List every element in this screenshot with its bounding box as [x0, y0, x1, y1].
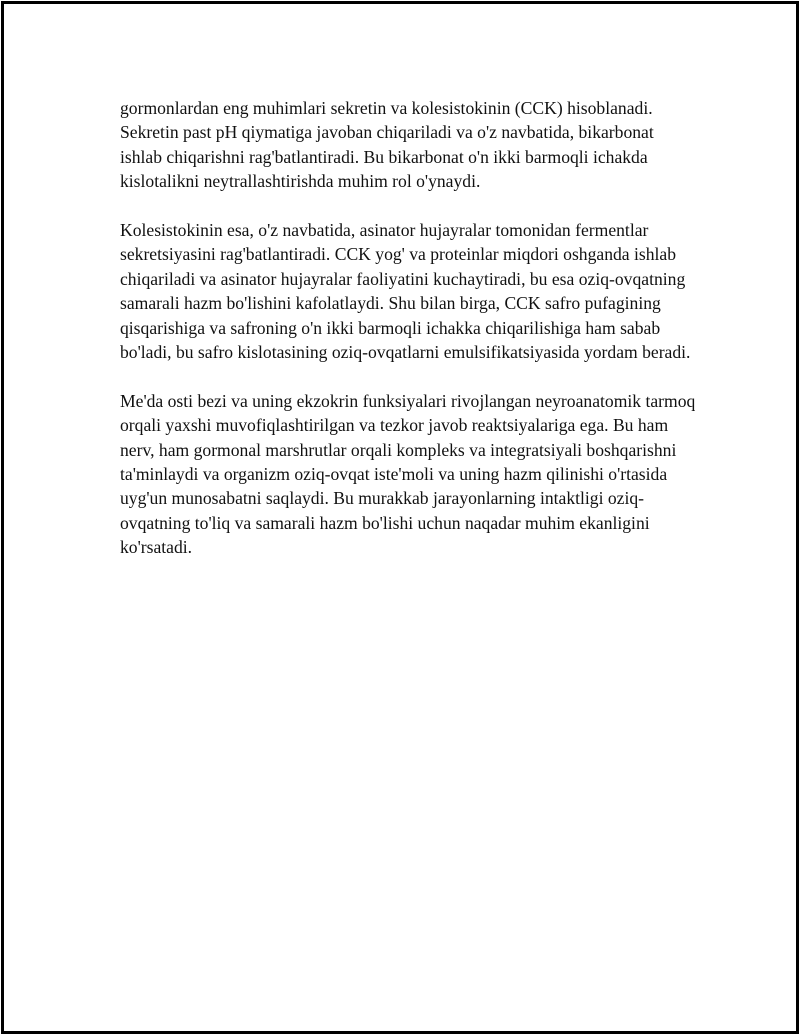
paragraph-3: Me'da osti bezi va uning ekzokrin funksiyalari rivojlangan neyroanatomik tarmoq orqali yaxshi muvofiqlashtirilgan va tezkor javob reaktsiyalariga ega. Bu ham nerv, ham gormonal marshrutlar orqali kompleks va integratsiyali boshqarishni ta'minlaydi va organizm oziq-ovqat iste'moli va uning hazm qilinishi o'rtasida uyg'un munosabatni saqlaydi. Bu murakkab jarayonlarning intaktligi oziq-ovqatning to'liq va samarali hazm bo'lishi uchun naqadar muhim ekanligini ko'rsatadi.	[120, 390, 696, 558]
paragraph-1: gormonlardan eng muhimlari sekretin va kolesistokinin (CCK) hisoblanadi. Sekretin past pH qiymatiga javoban chiqariladi va o'z navbatida, bikarbonat ishlab chiqarishni rag'batlantiradi. Bu bikarbonat o'n ikki barmoqli ichakda kislotalikni neytrallashtirishda muhim rol o'ynaydi.	[120, 98, 654, 192]
paragraph-2: Kolesistokinin esa, o'z navbatida, asinator hujayralar tomonidan fermentlar sekretsiyasini rag'batlantiradi. CCK yog' va proteinlar miqdori oshganda ishlab chiqariladi va asinator hujayralar faoliyatini kuchaytiradi, bu esa oziq-ovqatning samarali hazm bo'lishini kafolatlaydi. Shu bilan birga, CCK safro pufagining qisqarishiga va safroning o'n ikki barmoqli ichakka chiqarilishiga ham sabab bo'ladi, bu safro kislotasining oziq-ovqatlarni emulsifikatsiyasida yordam beradi.	[120, 220, 691, 363]
document-body	[120, 96, 700, 584]
document-page	[1, 1, 799, 1034]
